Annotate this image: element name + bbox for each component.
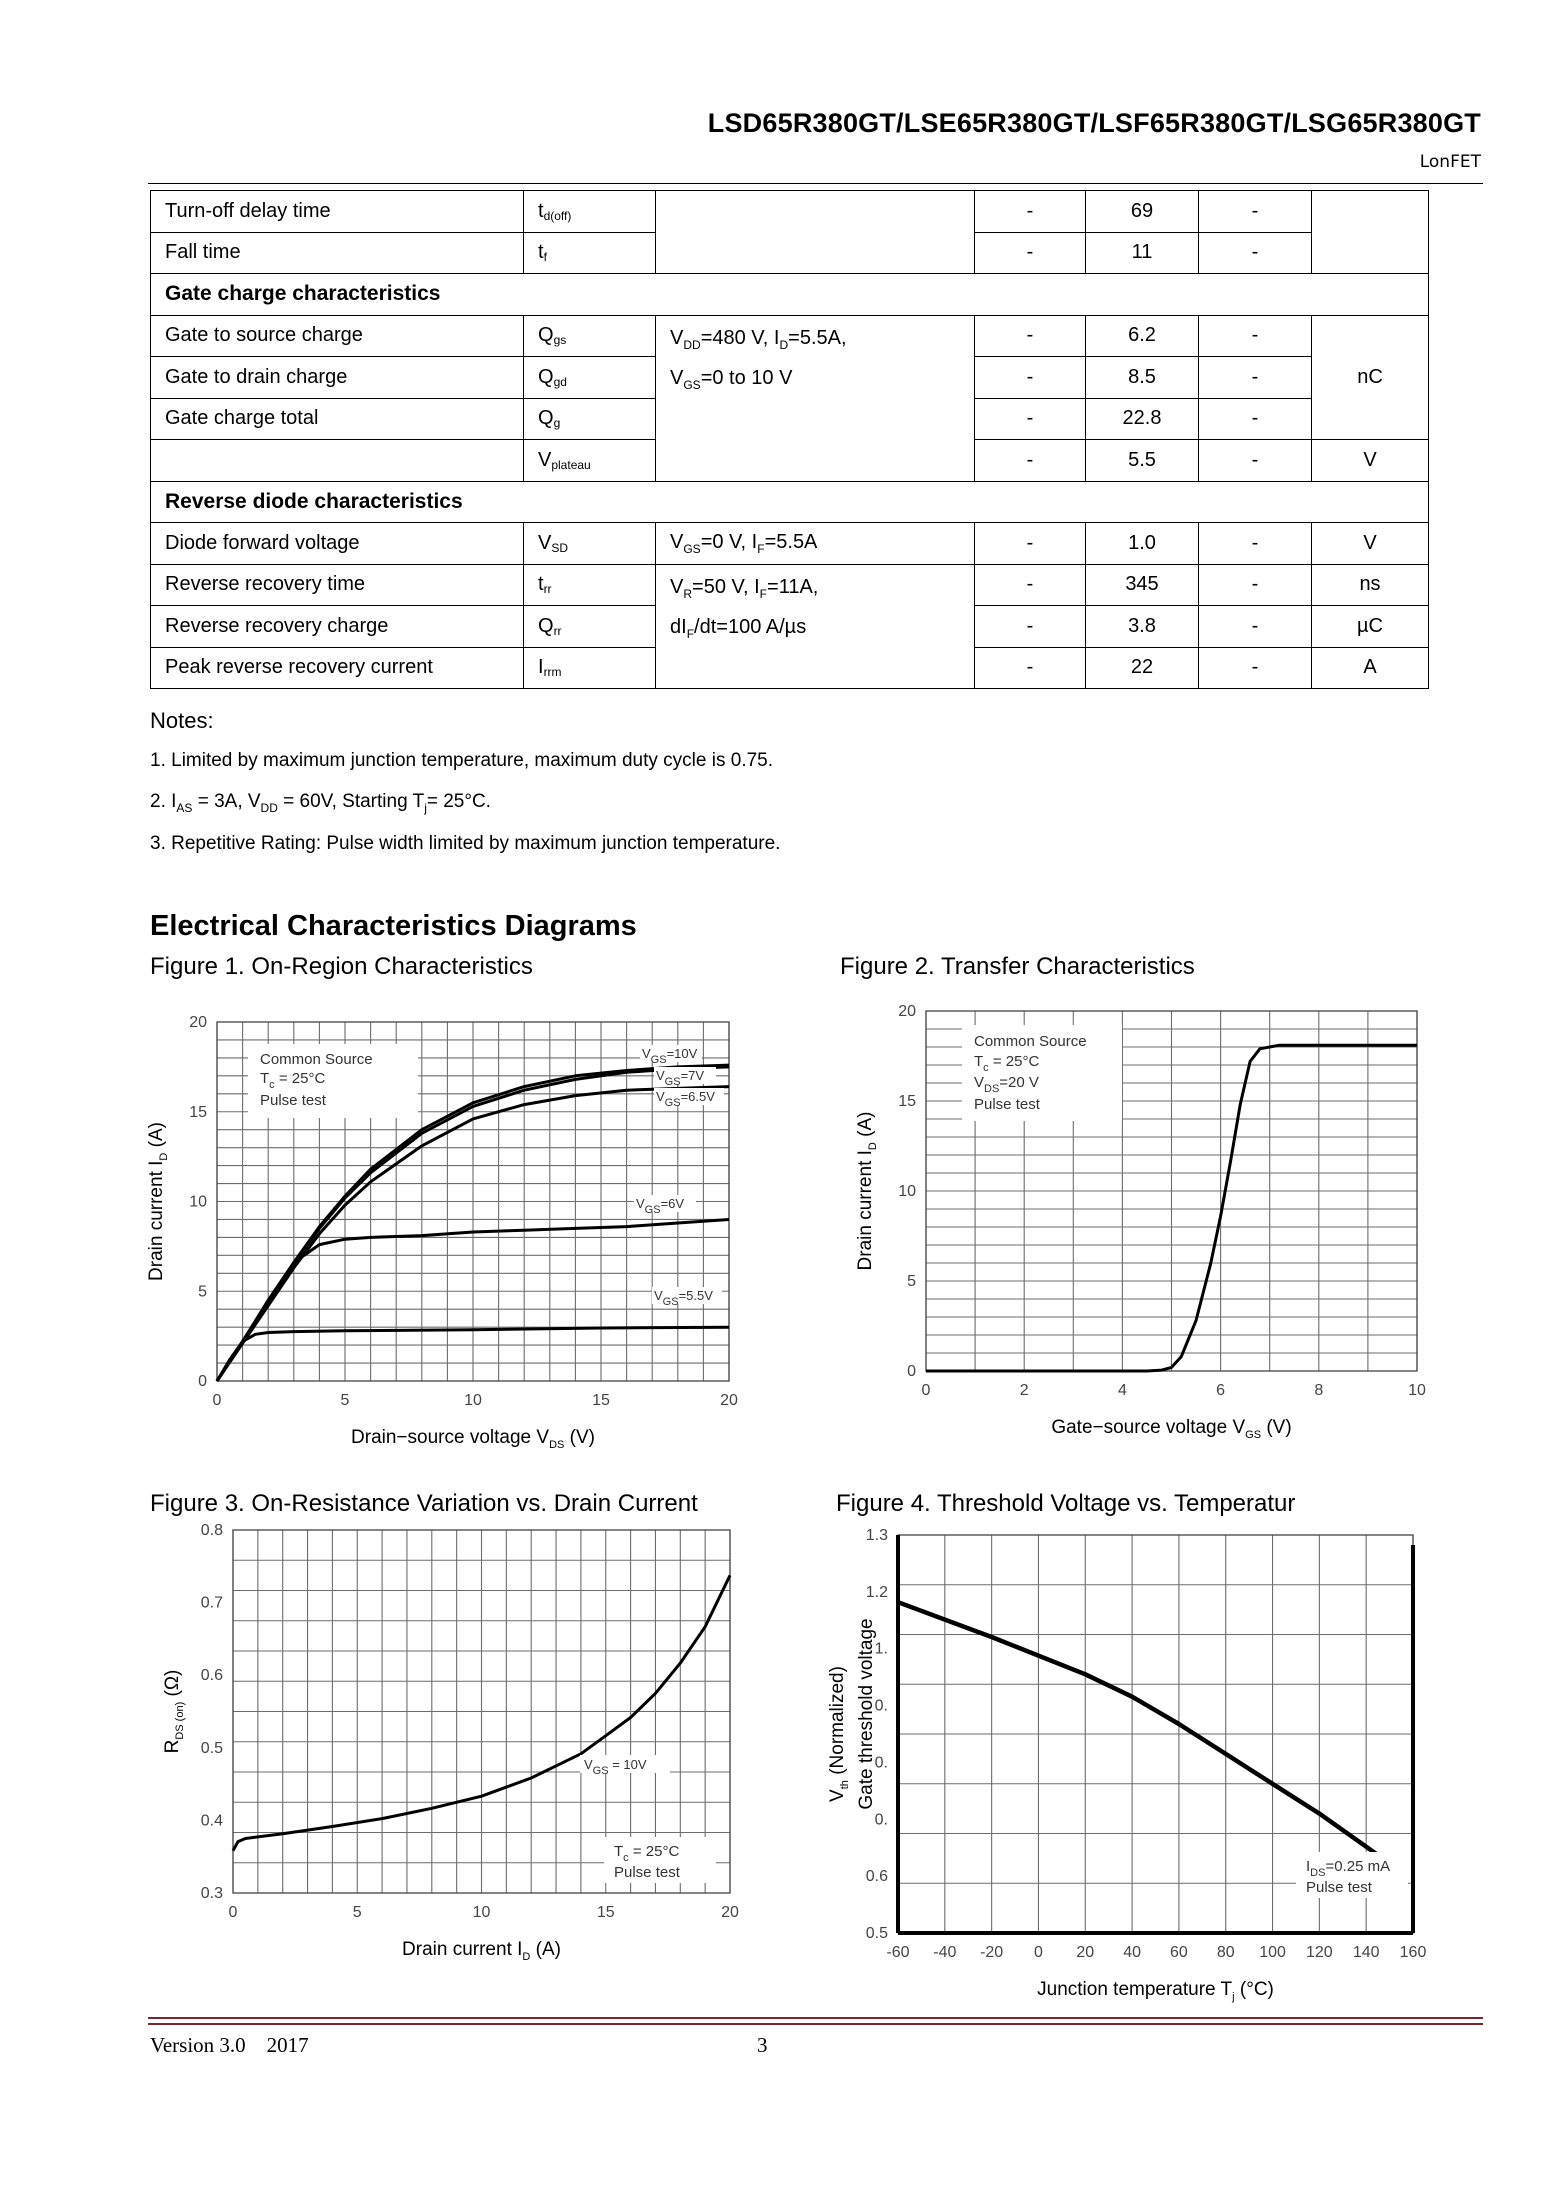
typ-cell: 11 bbox=[1086, 232, 1199, 274]
x-tick-label: 5 bbox=[340, 1392, 350, 1409]
typ-cell: 6.2 bbox=[1086, 315, 1199, 357]
x-tick-label: 80 bbox=[1216, 1944, 1235, 1961]
min-cell: - bbox=[975, 232, 1086, 274]
note-2: 2. $I_{AS} = 3A$, $V_{DD} = 60V$, Starting $T_j= 25^\circ C$. bbox=[150, 791, 491, 815]
notes-title: Notes: bbox=[150, 708, 214, 733]
y-tick-label: 5 bbox=[907, 1273, 916, 1290]
x-tick-label: 5 bbox=[352, 1904, 362, 1921]
max-cell: - bbox=[1199, 191, 1312, 233]
x-tick-label: -60 bbox=[886, 1944, 910, 1961]
y-tick-label: 0.6 bbox=[865, 1868, 888, 1886]
annotation-text: Pulse test bbox=[614, 1864, 680, 1881]
typ-cell: 345 bbox=[1086, 564, 1199, 606]
series-label: $V_{GS}=7V$ bbox=[656, 1068, 705, 1088]
max-cell: - bbox=[1199, 523, 1312, 565]
condition-cell: $V_R=50$ V, $I_F=11A$, $dI_F/dt=100$ A/µs bbox=[656, 564, 975, 689]
typ-cell: 8.5 bbox=[1086, 357, 1199, 399]
diagrams-heading: Electrical Characteristics Diagrams bbox=[150, 910, 637, 942]
y-tick-label: 0.6 bbox=[200, 1667, 223, 1685]
x-tick-label: 20 bbox=[721, 1904, 739, 1921]
symbol-cell: $I_{rrm}$ bbox=[524, 647, 656, 689]
x-tick-label: 20 bbox=[720, 1392, 738, 1409]
x-tick-label: 15 bbox=[596, 1904, 615, 1921]
figure-3-title: Figure 3. On-Resistance Variation vs. Drain Current bbox=[150, 1490, 698, 1517]
figure-2-chart bbox=[855, 1003, 1426, 1441]
condition-cell: $V_{GS}=0$ V, $I_F=5.5A$ bbox=[656, 523, 975, 565]
typ-cell: 5.5 bbox=[1086, 440, 1199, 482]
y-tick-label: 0 bbox=[907, 1363, 916, 1380]
figure-1-title: Figure 1. On-Region Characteristics bbox=[150, 953, 533, 980]
y-tick-label: 15 bbox=[189, 1103, 207, 1121]
x-tick-label: 160 bbox=[1399, 1944, 1427, 1961]
param-cell: Peak reverse recovery current bbox=[151, 647, 524, 689]
max-cell: - bbox=[1199, 564, 1312, 606]
param-cell: Gate to source charge bbox=[151, 315, 524, 357]
x-tick-label: 2 bbox=[1019, 1382, 1029, 1399]
note-1: 1. Limited by maximum junction temperature, maximum duty cycle is 0.75. bbox=[150, 750, 774, 771]
x-tick-label: 6 bbox=[1216, 1382, 1226, 1399]
figure-2-title: Figure 2. Transfer Characteristics bbox=[840, 953, 1195, 980]
x-tick-label: 120 bbox=[1306, 1944, 1333, 1961]
x-axis-label: Drain−source voltage $V_{DS}$ (V) bbox=[351, 1427, 595, 1451]
y-tick-label: 0.8 bbox=[200, 1522, 223, 1539]
annotation-text: Common Source bbox=[260, 1051, 373, 1068]
typ-cell: 22.8 bbox=[1086, 398, 1199, 440]
x-tick-label: -40 bbox=[933, 1944, 957, 1961]
section-header: Reverse diode characteristics bbox=[151, 481, 1429, 523]
series-label: $V_{GS}=5.5V$ bbox=[654, 1288, 713, 1308]
max-cell: - bbox=[1199, 357, 1312, 399]
section-header: Gate charge characteristics bbox=[151, 274, 1429, 316]
unit-cell: µC bbox=[1312, 606, 1429, 648]
note-3: 3. Repetitive Rating: Pulse width limited by maximum junction temperature. bbox=[150, 833, 781, 854]
symbol-cell: $t_{rr}$ bbox=[524, 564, 656, 606]
y-tick-label: 0.4 bbox=[200, 1812, 223, 1830]
symbol-cell: $t_{d(off)}$ bbox=[524, 191, 656, 233]
unit-cell: nC bbox=[1312, 315, 1429, 440]
footer-rule bbox=[148, 2017, 1483, 2019]
x-axis-label: Drain current $I_D$ (A) bbox=[402, 1939, 561, 1963]
series-line bbox=[898, 1602, 1390, 1863]
unit-cell: A bbox=[1312, 647, 1429, 689]
min-cell: - bbox=[975, 398, 1086, 440]
y-axis-label: $V_{th}$ (Normalized) bbox=[827, 1666, 851, 1802]
y-tick-label: 1.2 bbox=[865, 1583, 888, 1601]
x-tick-label: 40 bbox=[1123, 1944, 1141, 1961]
x-tick-label: 0 bbox=[921, 1382, 931, 1399]
x-tick-label: 60 bbox=[1170, 1944, 1188, 1961]
min-cell: - bbox=[975, 564, 1086, 606]
symbol-cell: $V_{plateau}$ bbox=[524, 440, 656, 482]
x-tick-label: 8 bbox=[1314, 1382, 1324, 1399]
figure-4-chart bbox=[827, 1527, 1426, 2003]
unit-cell: ns bbox=[1312, 564, 1429, 606]
y-tick-label: 0.5 bbox=[200, 1739, 223, 1757]
x-tick-label: 20 bbox=[1076, 1944, 1095, 1961]
y-axis-label: Drain current $I_D$ (A) bbox=[146, 1122, 170, 1281]
max-cell: - bbox=[1199, 315, 1312, 357]
symbol-cell: $Q_{gd}$ bbox=[524, 357, 656, 399]
max-cell: - bbox=[1199, 440, 1312, 482]
min-cell: - bbox=[975, 357, 1086, 399]
x-tick-label: 140 bbox=[1352, 1944, 1380, 1961]
min-cell: - bbox=[975, 440, 1086, 482]
y-tick-label: 15 bbox=[898, 1093, 916, 1110]
page-number: 3 bbox=[757, 2033, 768, 2057]
symbol-cell: $Q_{gs}$ bbox=[524, 315, 656, 357]
annotation-text: Pulse test bbox=[1306, 1879, 1372, 1896]
param-cell: Turn-off delay time bbox=[151, 191, 524, 233]
x-tick-label: 100 bbox=[1259, 1944, 1286, 1961]
max-cell: - bbox=[1199, 232, 1312, 274]
series-label: $V_{GS}=10V$ bbox=[642, 1046, 698, 1066]
y-tick-label: 20 bbox=[189, 1014, 207, 1031]
symbol-cell: $Q_g$ bbox=[524, 398, 656, 440]
y-tick-label: 0.5 bbox=[865, 1925, 888, 1942]
annotation-text: $I_{DS}=0.25$ mA bbox=[1306, 1858, 1391, 1879]
y-axis-label: $R_{DS (on)}$ (Ω) bbox=[162, 1669, 186, 1754]
y-tick-label: 5 bbox=[198, 1283, 207, 1301]
y-tick-label: 0.7 bbox=[200, 1594, 223, 1612]
x-tick-label: 10 bbox=[464, 1392, 482, 1409]
x-axis-label: Junction temperature $T_j$ (°C) bbox=[1037, 1979, 1274, 2003]
typ-cell: 1.0 bbox=[1086, 523, 1199, 565]
series-label: $V_{GS}=6V$ bbox=[636, 1196, 685, 1216]
max-cell: - bbox=[1199, 647, 1312, 689]
y-tick-label: 1. bbox=[874, 1640, 888, 1658]
param-cell: Fall time bbox=[151, 232, 524, 274]
annotation-text: Pulse test bbox=[974, 1096, 1040, 1113]
annotation-text: $T_c = 25^\circ C$ bbox=[974, 1053, 1040, 1074]
series-label: $V_{GS}=6.5V$ bbox=[656, 1089, 715, 1109]
x-tick-label: -20 bbox=[980, 1944, 1004, 1961]
x-tick-label: 0 bbox=[212, 1392, 222, 1409]
typ-cell: 3.8 bbox=[1086, 606, 1199, 648]
x-tick-label: 15 bbox=[592, 1392, 610, 1409]
x-tick-label: 10 bbox=[472, 1904, 491, 1921]
y-axis-label-2: Gate threshold voltage bbox=[856, 1618, 877, 1810]
figure-3-chart bbox=[162, 1522, 739, 1963]
annotation-text: Common Source bbox=[974, 1033, 1087, 1050]
annotation-text: $V_{DS}=20$ V bbox=[974, 1074, 1039, 1095]
condition-cell: $V_{DD}=480$ V, $I_D=5.5A$, $V_{GS}=0$ to 10 V bbox=[656, 315, 975, 481]
x-tick-label: 10 bbox=[1408, 1382, 1426, 1399]
param-cell: Reverse recovery charge bbox=[151, 606, 524, 648]
min-cell: - bbox=[975, 523, 1086, 565]
typ-cell: 69 bbox=[1086, 191, 1199, 233]
symbol-cell: $Q_{rr}$ bbox=[524, 606, 656, 648]
x-tick-label: 4 bbox=[1117, 1382, 1127, 1399]
unit-cell: V bbox=[1312, 523, 1429, 565]
min-cell: - bbox=[975, 606, 1086, 648]
symbol-cell: $V_{SD}$ bbox=[524, 523, 656, 565]
footer-version: Version 3.0 2017 bbox=[150, 2033, 309, 2057]
annotation-text: Pulse test bbox=[260, 1092, 326, 1109]
param-cell: Gate charge total bbox=[151, 398, 524, 440]
figure-4-title: Figure 4. Threshold Voltage vs. Temperatur bbox=[836, 1490, 1296, 1517]
document-title: LSD65R380GT/LSE65R380GT/LSF65R380GT/LSG65R380GT bbox=[707, 108, 1481, 138]
symbol-cell: $t_f$ bbox=[524, 232, 656, 274]
max-cell: - bbox=[1199, 606, 1312, 648]
y-tick-label: 20 bbox=[898, 1003, 916, 1020]
annotation-text: $T_c = 25^\circ C$ bbox=[614, 1843, 680, 1864]
min-cell: - bbox=[975, 191, 1086, 233]
y-tick-label: 0 bbox=[198, 1373, 207, 1390]
param-cell: Gate to drain charge bbox=[151, 357, 524, 399]
x-tick-label: 0 bbox=[228, 1904, 238, 1921]
x-axis-label: Gate−source voltage $V_{GS}$ (V) bbox=[1051, 1417, 1292, 1441]
y-tick-label: 0. bbox=[874, 1811, 888, 1829]
x-tick-label: 0 bbox=[1034, 1944, 1043, 1961]
max-cell: - bbox=[1199, 398, 1312, 440]
y-tick-label: 0. bbox=[874, 1754, 888, 1772]
min-cell: - bbox=[975, 647, 1086, 689]
param-cell: Diode forward voltage bbox=[151, 523, 524, 565]
brand-name: LonFET bbox=[1419, 152, 1481, 172]
y-tick-label: 10 bbox=[898, 1183, 916, 1200]
min-cell: - bbox=[975, 315, 1086, 357]
y-tick-label: 10 bbox=[189, 1193, 207, 1211]
typ-cell: 22 bbox=[1086, 647, 1199, 689]
param-cell: Reverse recovery time bbox=[151, 564, 524, 606]
y-tick-label: 0. bbox=[874, 1697, 888, 1715]
y-tick-label: 1.3 bbox=[865, 1527, 888, 1544]
annotation-text: $T_c = 25^\circ C$ bbox=[260, 1070, 326, 1091]
footer-rule bbox=[148, 2023, 1483, 2025]
series-label: $V_{GS} = 10V$ bbox=[584, 1757, 647, 1777]
y-tick-label: 0.3 bbox=[200, 1885, 223, 1902]
figure-1-chart bbox=[146, 1014, 738, 1451]
unit-cell: V bbox=[1312, 440, 1429, 482]
y-axis-label: Drain current $I_D$ (A) bbox=[855, 1111, 879, 1271]
